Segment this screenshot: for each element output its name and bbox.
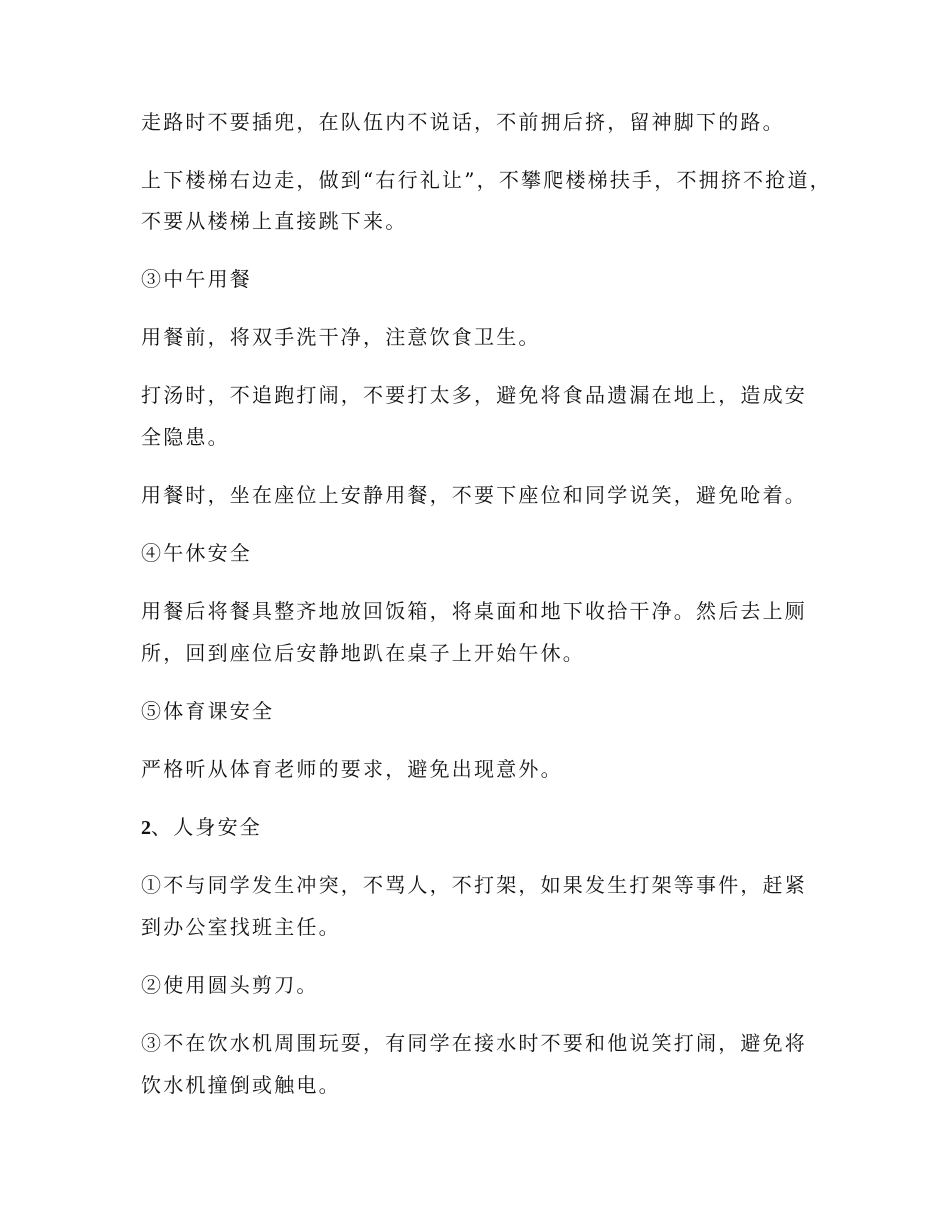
text-line: 用餐时，坐在座位上安静用餐，不要下座位和同学说笑，避免呛着。 xyxy=(141,483,807,507)
text-line: ①不与同学发生冲突，不骂人，不打架，如果发生打架等事件，赶紧 xyxy=(141,873,807,897)
text-line: 到办公室找班主任。 xyxy=(141,915,341,939)
text-line: 饮水机撞倒或触电。 xyxy=(141,1073,341,1097)
section-heading: ⑤体育课安全 xyxy=(141,699,275,723)
text-line: 上下楼梯右边走，做到“右行礼让”，不攀爬楼梯扶手，不拥挤不抢道， xyxy=(141,168,832,192)
text-line: 所，回到座位后安静地趴在桌子上开始午休。 xyxy=(141,641,585,665)
section-number: 2 xyxy=(141,817,151,839)
section-heading: ④午休安全 xyxy=(141,541,252,565)
text-line: 打汤时，不追跑打闹，不要打太多，避免将食品遗漏在地上，造成安 xyxy=(141,383,807,407)
text-line: 走路时不要插兜，在队伍内不说话，不前拥后挤，留神脚下的路。 xyxy=(141,110,785,134)
text-line: 用餐前，将双手洗干净，注意饮食卫生。 xyxy=(141,325,541,349)
section-heading: ③中午用餐 xyxy=(141,267,252,291)
text-line: 严格听从体育老师的要求，避免出现意外。 xyxy=(141,757,563,781)
text-line: ②使用圆头剪刀。 xyxy=(141,973,319,997)
text-line: 不要从楼梯上直接跳下来。 xyxy=(141,209,408,233)
text-line: ③不在饮水机周围玩耍，有同学在接水时不要和他说笑打闹，避免将 xyxy=(141,1031,807,1055)
text-line: 全隐患。 xyxy=(141,425,230,449)
section-title: 、人身安全 xyxy=(151,815,262,839)
section-heading-2 xyxy=(141,813,821,842)
text-line: 用餐后将餐具整齐地放回饭箱，将桌面和地下收拾干净。然后去上厕 xyxy=(141,599,807,623)
